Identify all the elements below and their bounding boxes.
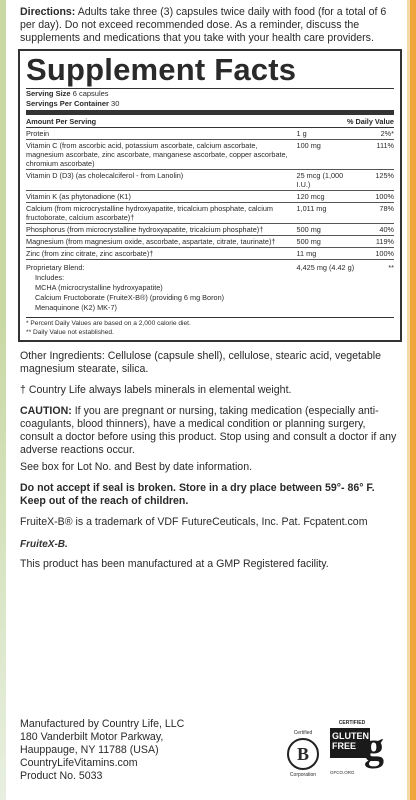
product-number: Product No. 5033: [20, 770, 103, 782]
blend-name: Proprietary Blend:: [26, 263, 85, 272]
nutrient-dv: 100%: [375, 249, 395, 258]
gluten-text: GLUTEN: [332, 731, 369, 741]
b-corp-icon: B: [287, 738, 319, 770]
caution-label: CAUTION:: [20, 405, 72, 417]
supplement-facts-panel: [18, 49, 402, 342]
nutrient-amount: 1,011 mg: [296, 204, 327, 213]
nutrient-dv: 125%: [375, 171, 395, 180]
blend-item: Menaquinone (K2) MK-7): [35, 303, 117, 312]
servings-per-container: [26, 99, 394, 109]
nutrient-name: Vitamin C (from ascorbic acid, potassium ascorbate, calcium ascorbate, magnesium ascorbate, zinc ascorbate, manganese ascorbate, copper ascorbate, chromium ascorbate): [26, 141, 288, 168]
nutrient-name: Protein: [26, 129, 50, 138]
b-corp-badge: [286, 730, 320, 778]
blend-item: Calcium Fructoborate (FruiteX-B®) (providing 6 mg Boron): [35, 293, 225, 302]
nutrient-name: Zinc (from zinc citrate, zinc ascorbate)†: [26, 249, 154, 258]
proprietary-blend-row: [26, 260, 394, 273]
nutrient-dv: 40%: [379, 225, 395, 234]
footnote-daily-values: * Percent Daily Values are based on a 2,000 calorie diet.: [26, 320, 191, 327]
manufacturer-street: 180 Vanderbilt Motor Parkway,: [20, 731, 164, 743]
manufacturer-website: CountryLifeVitamins.com: [20, 757, 138, 769]
caution-text: [20, 405, 400, 457]
seal-warning: [20, 482, 400, 508]
nutrient-dv: 100%: [375, 192, 395, 201]
left-edge-stripe: [0, 0, 6, 800]
blend-item: MCHA (microcrystalline hydroxyapatite): [35, 283, 163, 292]
blend-dv: **: [388, 263, 395, 272]
nutrient-dv: 78%: [379, 204, 395, 213]
gluten-free-badge: [330, 720, 390, 780]
caution-body: If you are pregnant or nursing, taking medication (especially anti-coagulants, blood thinners), have a medical condition or planning surgery, consult a doctor before using this product. Stop using and consult a doctor if any adverse reactions occur.: [20, 405, 397, 456]
directions-label: Directions:: [20, 6, 76, 18]
nutrient-name: Calcium (from microcrystalline hydroxyapatite, tricalcium phosphate, calcium fructoborate, calcium ascorbate)†: [26, 204, 273, 222]
nutrient-row: [26, 248, 394, 260]
facts-title: Supplement Facts: [26, 53, 394, 89]
nutrient-dv: 119%: [375, 237, 395, 246]
manufacturer-info: [20, 718, 184, 783]
nutrient-row: [26, 170, 394, 191]
servings-label: Servings Per Container: [26, 98, 109, 108]
right-edge-stripe: [410, 0, 416, 800]
nutrient-name: Vitamin D (D3) (as cholecalciferol - from Lanolin): [26, 171, 184, 180]
nutrient-amount: 120 mcg: [296, 192, 325, 201]
directions-body: Adults take three (3) capsules twice daily with food (for a total of 6 per day). Do not exceed recommended dose. As a reminder, discuss the supplements and medications that you take with your health care providers.: [20, 6, 387, 44]
nutrient-row: [26, 128, 394, 140]
servings-value: 30: [108, 98, 120, 108]
gmp-statement: This product has been manufactured at a GMP Registered facility.: [20, 558, 329, 570]
blend-item: Includes:: [35, 273, 65, 282]
nutrient-amount: 500 mg: [296, 237, 321, 246]
facts-footnotes: [26, 317, 394, 337]
serving-size-label: Serving Size: [26, 89, 71, 98]
nutrient-row: [26, 140, 394, 170]
nutrient-name: Vitamin K (as phytonadione (K1): [26, 192, 131, 201]
footnote-not-established: ** Daily Value not established.: [26, 328, 114, 336]
nutrient-amount: 100 mg: [296, 141, 321, 150]
amount-header: Amount Per Serving: [26, 117, 97, 126]
nutrient-amount: 25 mcg (1,000 I.U.): [296, 171, 344, 189]
nutrient-dv: 2%*: [380, 129, 395, 138]
nutrient-amount: 500 mg: [296, 225, 321, 234]
trademark-note: FruiteX-B® is a trademark of VDF FutureCeuticals, Inc. Pat. Fcpatent.com: [20, 516, 368, 528]
dv-header: % Daily Value: [346, 117, 394, 126]
nutrient-amount: 11 mg: [296, 249, 317, 258]
nutrient-name: Magnesium (from magnesium oxide, ascorbate, aspartate, citrate, taurinate)†: [26, 237, 276, 246]
minerals-note: † Country Life always labels minerals in elemental weight.: [20, 384, 292, 396]
seal-warning-text: Do not accept if seal is broken. Store in a dry place between 59°- 86° F. Keep out of the reach of children.: [20, 482, 375, 507]
nutrient-amount: 1 g: [296, 129, 307, 138]
gluten-free-g-icon: g: [364, 724, 384, 769]
nutrient-dv: 111%: [376, 141, 395, 150]
gluten-free-certified-text: CERTIFIED: [338, 720, 366, 726]
gfco-url: GFCO.ORG: [330, 770, 355, 775]
nutrient-row: [26, 191, 394, 203]
facts-header-row: [26, 115, 394, 128]
nutrient-row: [26, 224, 394, 236]
b-corp-caption: Corporation: [289, 772, 317, 778]
lot-note: See box for Lot No. and Best by date information.: [20, 461, 253, 473]
other-ingredients: Other Ingredients: Cellulose (capsule shell), cellulose, stearic acid, vegetable magnesium stearate, silica.: [20, 350, 381, 375]
nutrient-row: [26, 203, 394, 224]
blend-amount: 4,425 mg (4.42 g): [296, 263, 355, 272]
serving-size: [26, 89, 394, 99]
manufacturer-city: Hauppauge, NY 11788 (USA): [20, 744, 159, 756]
b-corp-top-text: Certified: [293, 730, 313, 736]
nutrient-name: Phosphorus (from microcrystalline hydroxyapatite, tricalcium phosphate)†: [26, 225, 264, 234]
fruitex-logo: FruiteX-B.: [20, 539, 68, 550]
directions-text: [20, 6, 400, 45]
manufacturer-name: Manufactured by Country Life, LLC: [20, 718, 185, 730]
label-panel: [14, 6, 406, 571]
serving-size-value: 6 capsules: [70, 89, 109, 98]
nutrient-row: [26, 236, 394, 248]
free-text: FREE: [332, 741, 357, 751]
